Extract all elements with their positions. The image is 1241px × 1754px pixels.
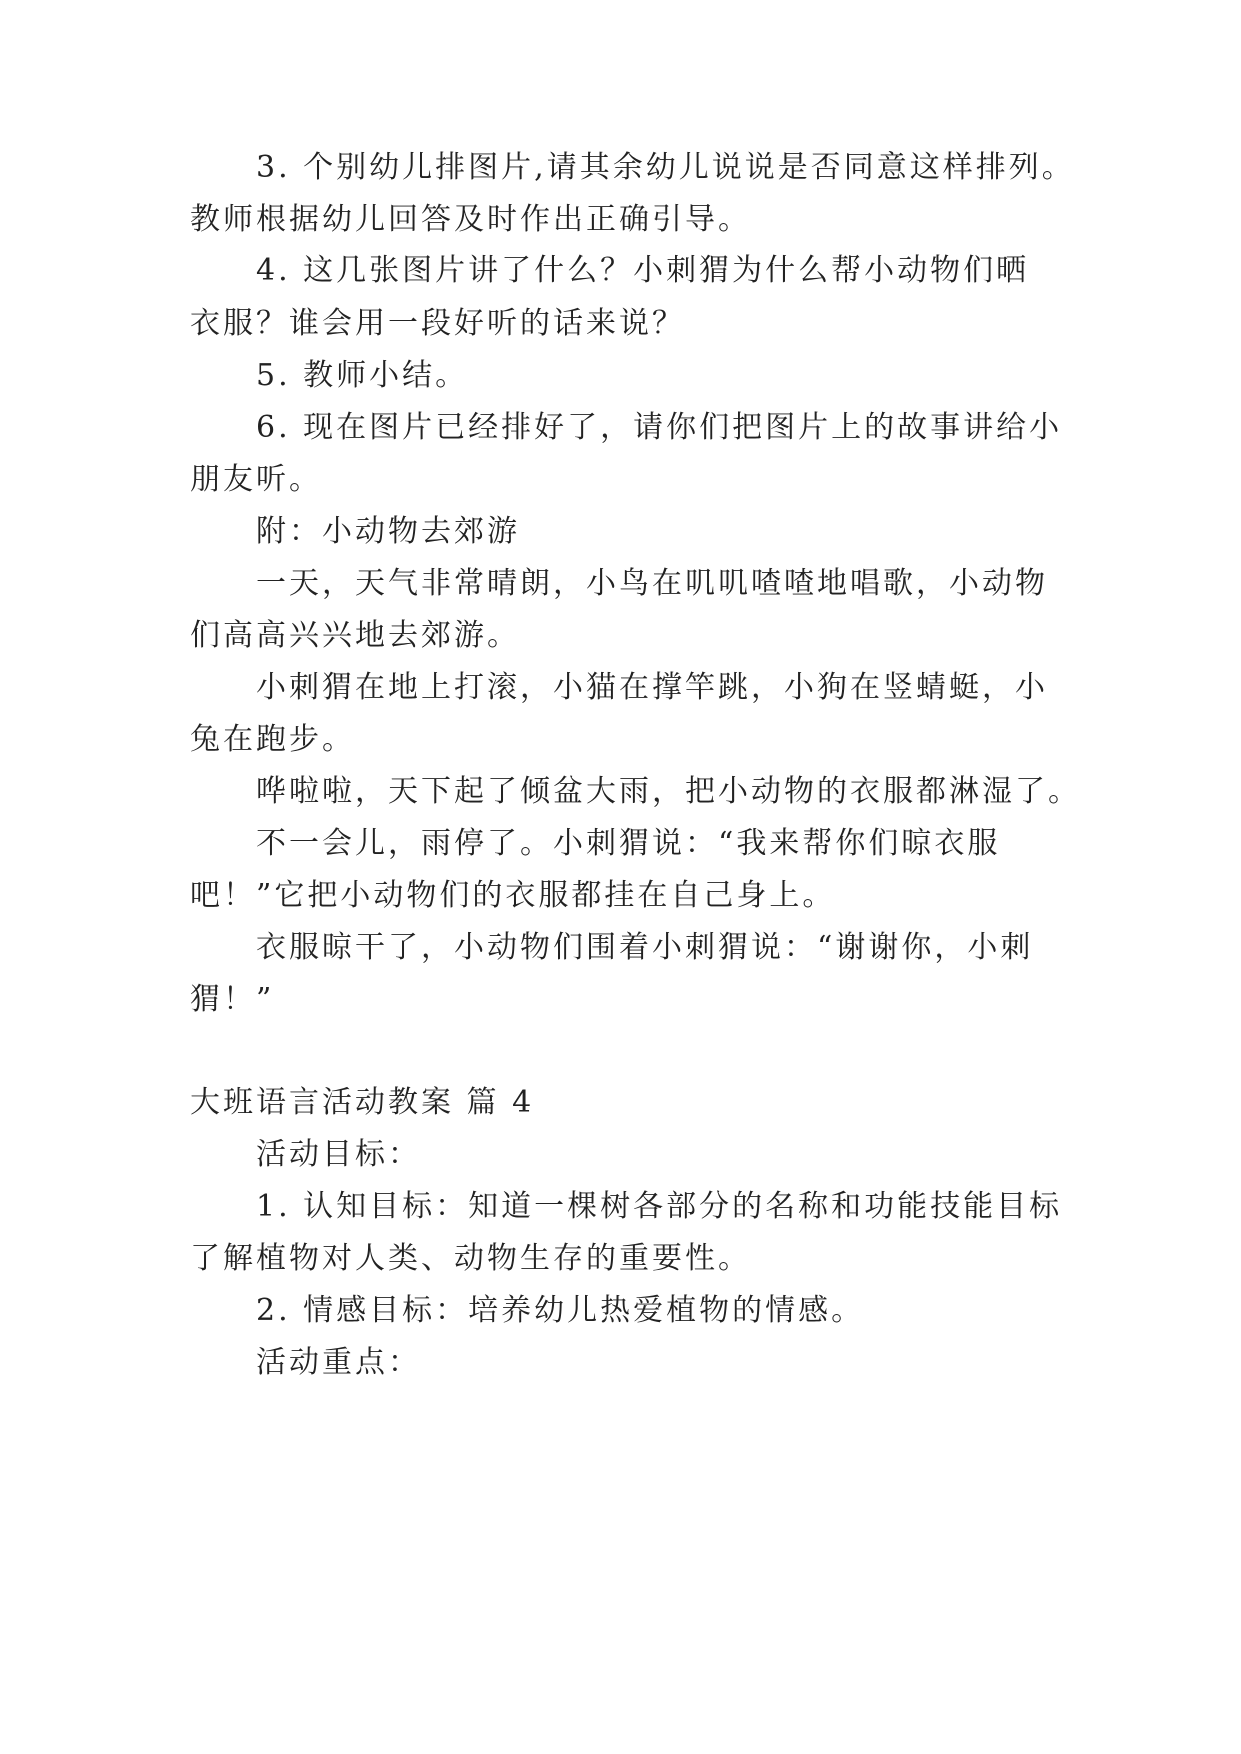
text-line: 1. 认知目标：知道一棵树各部分的名称和功能技能目标 [256, 1189, 1063, 1224]
text-line: 衣服？谁会用一段好听的话来说？ [190, 306, 685, 341]
text-line: 不一会儿，雨停了。小刺猬说：“我来帮你们晾衣服 [256, 826, 1001, 861]
text-line: 3. 个别幼儿排图片,请其余幼儿说说是否同意这样排列。 [256, 150, 1075, 185]
text-line: 们高高兴兴地去郊游。 [190, 618, 520, 653]
text-line: 衣服晾干了，小动物们围着小刺猬说：“谢谢你，小刺 [256, 930, 1034, 965]
text-line: 小刺猬在地上打滚，小猫在撑竿跳，小狗在竖蜻蜓，小 [256, 670, 1048, 705]
text-line: 6. 现在图片已经排好了，请你们把图片上的故事讲给小 [256, 410, 1063, 445]
text-line: 活动目标： [256, 1137, 421, 1172]
text-line: 4. 这几张图片讲了什么？小刺猬为什么帮小动物们晒 [256, 253, 1030, 288]
text-line: 吧！”它把小动物们的衣服都挂在自己身上。 [190, 878, 836, 913]
text-line: 5. 教师小结。 [256, 358, 469, 393]
text-line: 教师根据幼儿回答及时作出正确引导。 [190, 202, 751, 237]
text-line: 2. 情感目标：培养幼儿热爱植物的情感。 [256, 1293, 865, 1328]
text-line: 哗啦啦，天下起了倾盆大雨，把小动物的衣服都淋湿了。 [256, 774, 1081, 809]
story-title: 附：小动物去郊游 [256, 514, 520, 549]
text-line: 猬！” [190, 982, 275, 1017]
section-heading: 大班语言活动教案 篇 4 [190, 1085, 535, 1120]
text-line: 朋友听。 [190, 462, 322, 497]
text-line: 兔在跑步。 [190, 722, 355, 757]
text-line: 一天，天气非常晴朗，小鸟在叽叽喳喳地唱歌，小动物 [256, 566, 1048, 601]
text-line: 了解植物对人类、动物生存的重要性。 [190, 1241, 751, 1276]
text-line: 活动重点： [256, 1345, 421, 1380]
